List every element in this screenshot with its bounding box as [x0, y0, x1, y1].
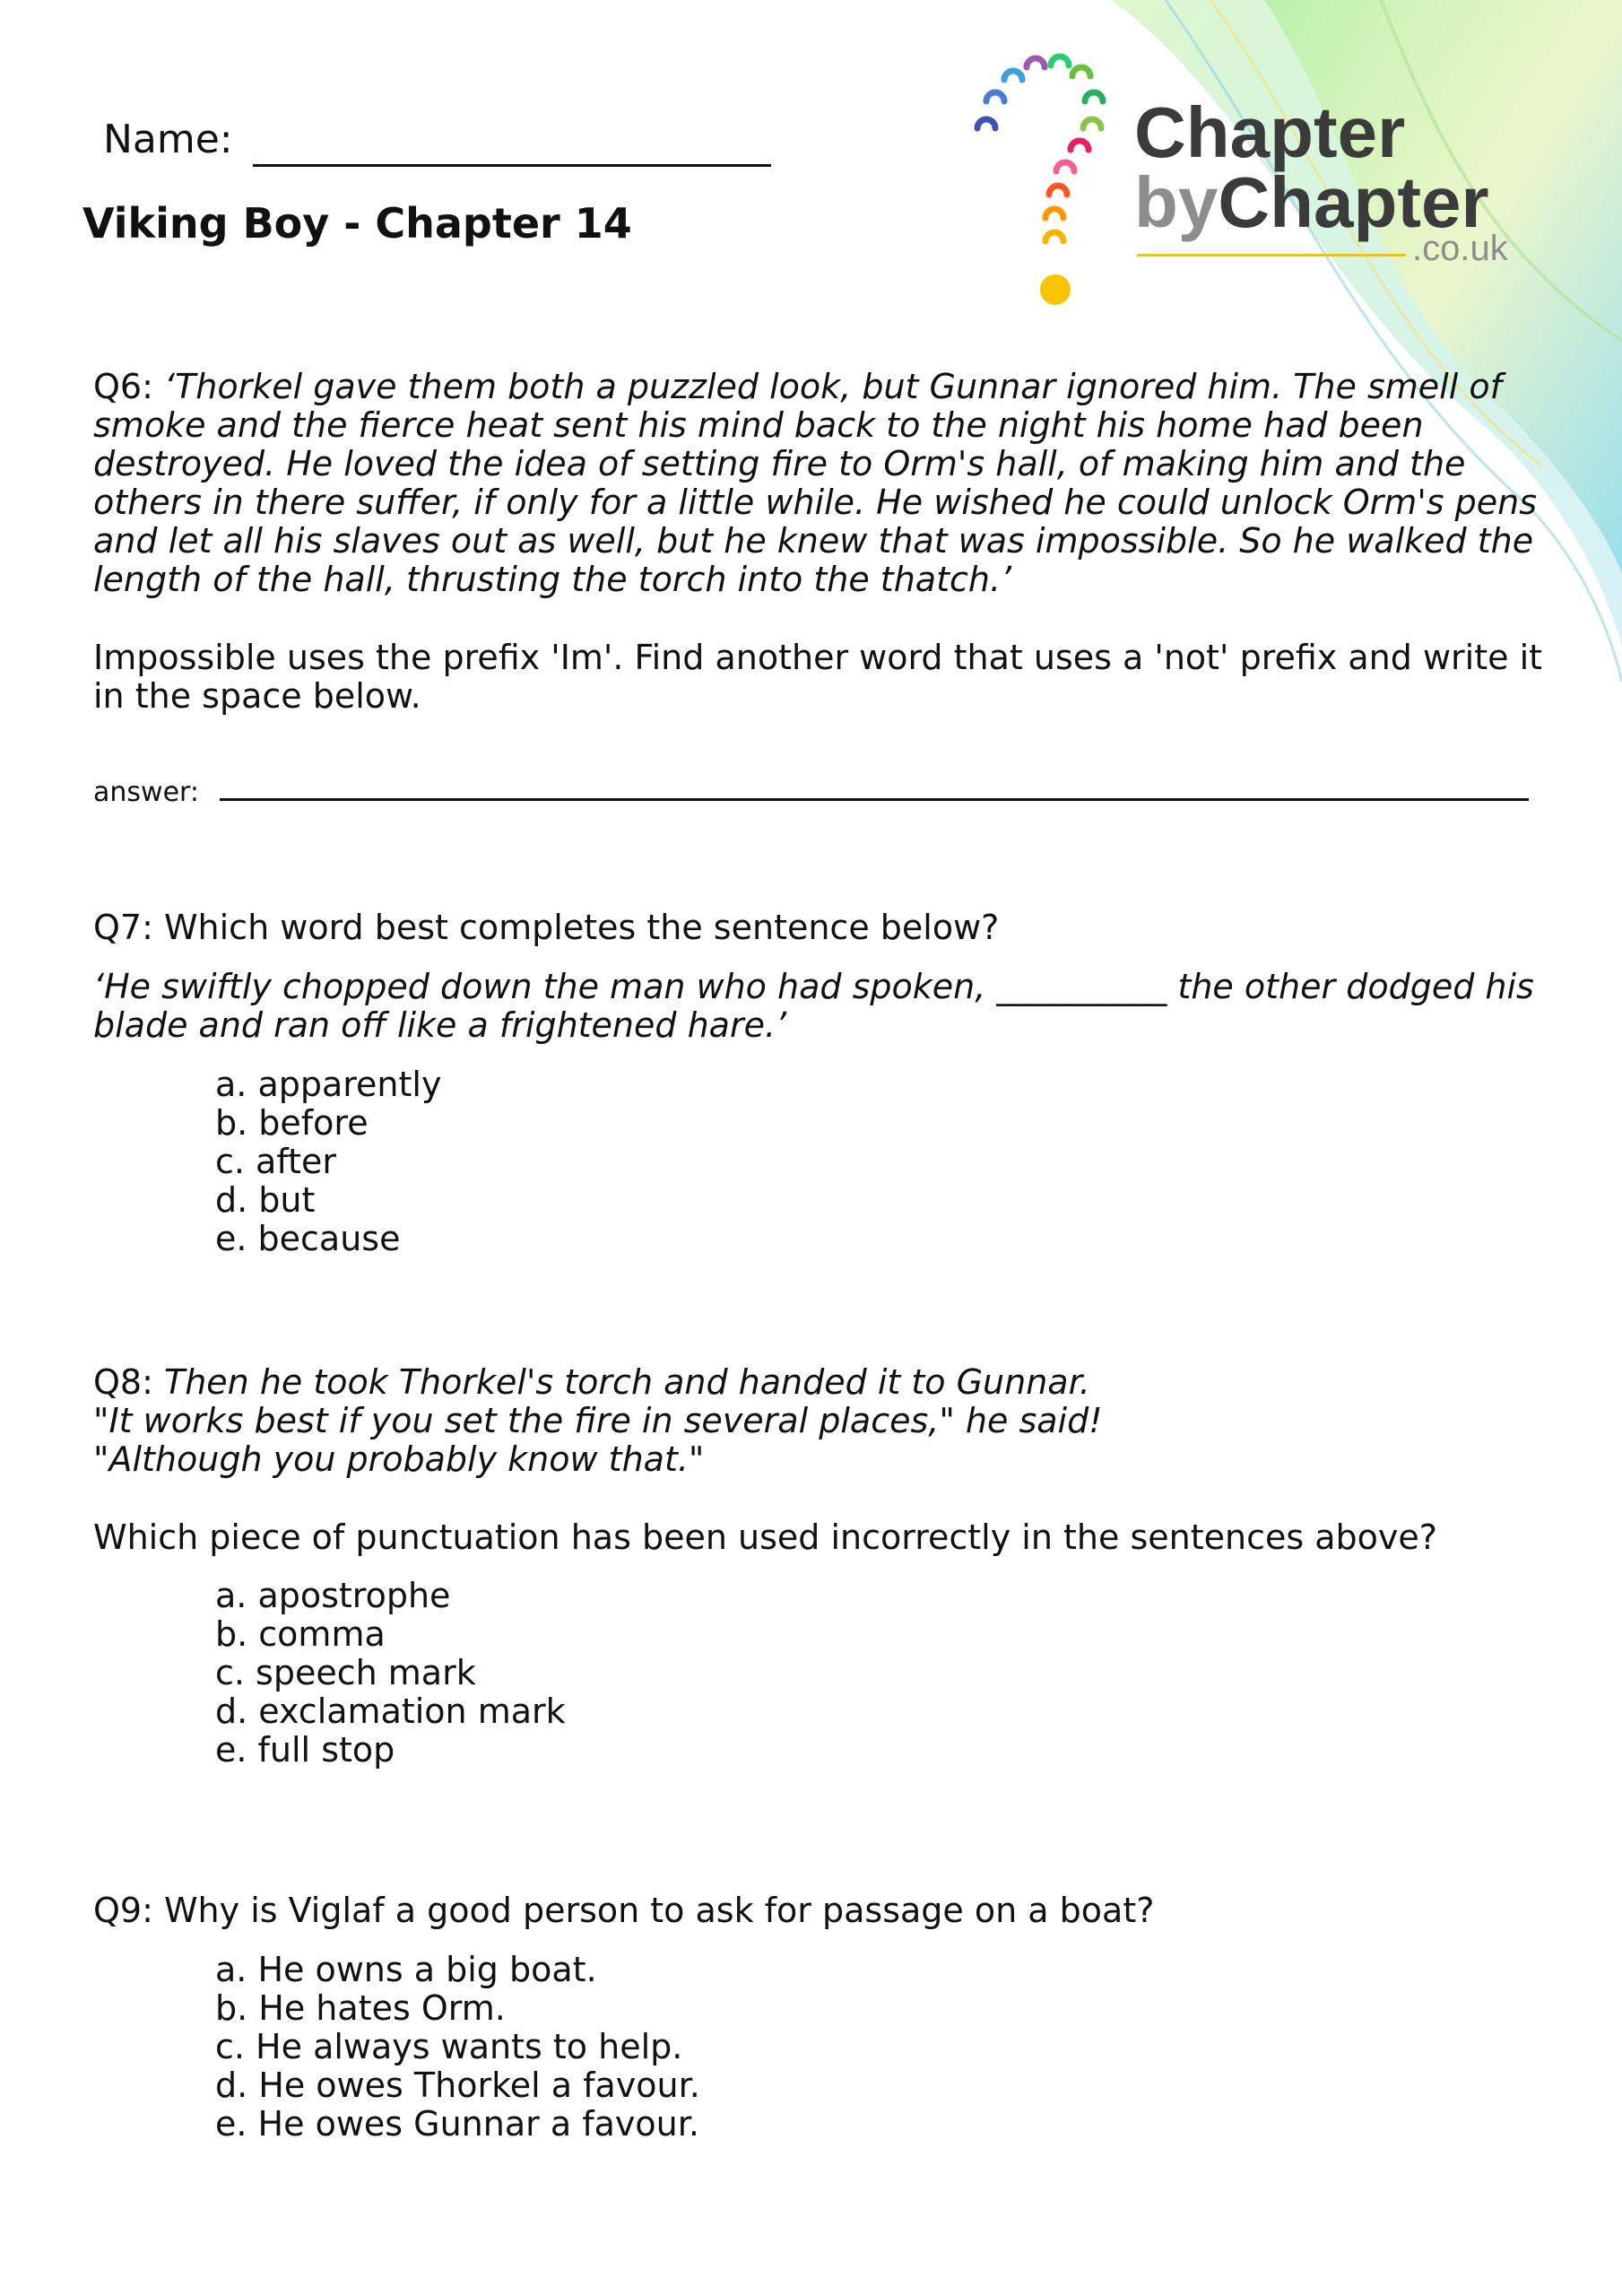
q8-line-2: "It works best if you set the fire in several places," he said! — [93, 1401, 1103, 1440]
q8-line-1-text: Then he took Thorkel's torch and handed it to Gunnar. — [163, 1362, 1090, 1402]
q9-option-a[interactable]: a. He owns a big boat. — [215, 1950, 597, 1989]
q7-option-e[interactable]: e. because — [215, 1219, 401, 1258]
logo-word-by: by — [1134, 162, 1219, 242]
logo-domain: .co.uk — [1412, 229, 1508, 268]
q6-instruction: Impossible uses the prefix 'Im'. Find another word that uses a 'not' prefix and write it in the space below. — [93, 638, 1543, 716]
q6-passage — [93, 368, 1573, 599]
q6-answer-field[interactable] — [220, 798, 1529, 801]
name-label: Name: — [103, 117, 233, 162]
q7-option-b[interactable]: b. before — [215, 1103, 369, 1143]
q9-option-b[interactable]: b. He hates Orm. — [215, 1988, 506, 2028]
q8-option-e[interactable]: e. full stop — [215, 1730, 395, 1770]
q8-option-b[interactable]: b. comma — [215, 1614, 386, 1654]
name-field-line[interactable] — [253, 164, 771, 167]
q8-instruction: Which piece of punctuation has been used incorrectly in the sentences above? — [93, 1518, 1437, 1557]
q6-quote: ‘Thorkel gave them both a puzzled look, but Gunnar ignored him. The smell of smoke and the fierce heat sent his mind back to the night his home had been destroyed. He loved the idea of setting fire to Orm's hall, of making him and the others in there suffer, if only for a little while. He wished he could unlock Orm's pens and let all his slaves out as well, but he knew that was impossible. So he walked the length of the hall, thrusting the torch into the thatch.’ — [93, 367, 1538, 599]
q8-option-a[interactable]: a. apostrophe — [215, 1576, 451, 1615]
q8-option-c[interactable]: c. speech mark — [215, 1653, 476, 1692]
q8-line-1 — [93, 1363, 1573, 1402]
q9-option-d[interactable]: d. He owes Thorkel a favour. — [215, 2066, 700, 2105]
logo-underline — [1137, 254, 1406, 257]
logo-word-chapter: Chapter — [1218, 162, 1489, 242]
q8-options — [215, 1577, 566, 1770]
q7-option-d[interactable]: d. but — [215, 1180, 316, 1220]
q8-number: Q8: — [93, 1362, 153, 1402]
q8-passage — [93, 1363, 1573, 1479]
books-question-mark-logo-icon — [959, 49, 1139, 318]
q6-number: Q6: — [93, 367, 153, 406]
q9-option-c[interactable]: c. He always wants to help. — [215, 2027, 683, 2066]
q7-question: Q7: Which word best completes the sentence below? — [93, 908, 1000, 947]
q7-options — [215, 1065, 441, 1258]
q7-option-a[interactable]: a. apparently — [215, 1065, 442, 1104]
q9-option-e[interactable]: e. He owes Gunnar a favour. — [215, 2104, 699, 2144]
q9-question: Q9: Why is Viglaf a good person to ask for passage on a boat? — [93, 1891, 1155, 1930]
q8-line-3: "Although you probably know that." — [93, 1439, 705, 1479]
q7-sentence: ‘He swiftly chopped down the man who had spoken, __________ the other dodged his blade and ran off like a frightened hare.’ — [93, 967, 1534, 1045]
q9-options — [215, 1951, 700, 2144]
logo-wordmark-chapter: Chapter — [1134, 92, 1406, 172]
q6-answer-label: answer: — [93, 777, 199, 808]
q7-option-c[interactable]: c. after — [215, 1142, 336, 1181]
q8-option-d[interactable]: d. exclamation mark — [215, 1692, 566, 1731]
worksheet-title: Viking Boy - Chapter 14 — [82, 199, 632, 248]
